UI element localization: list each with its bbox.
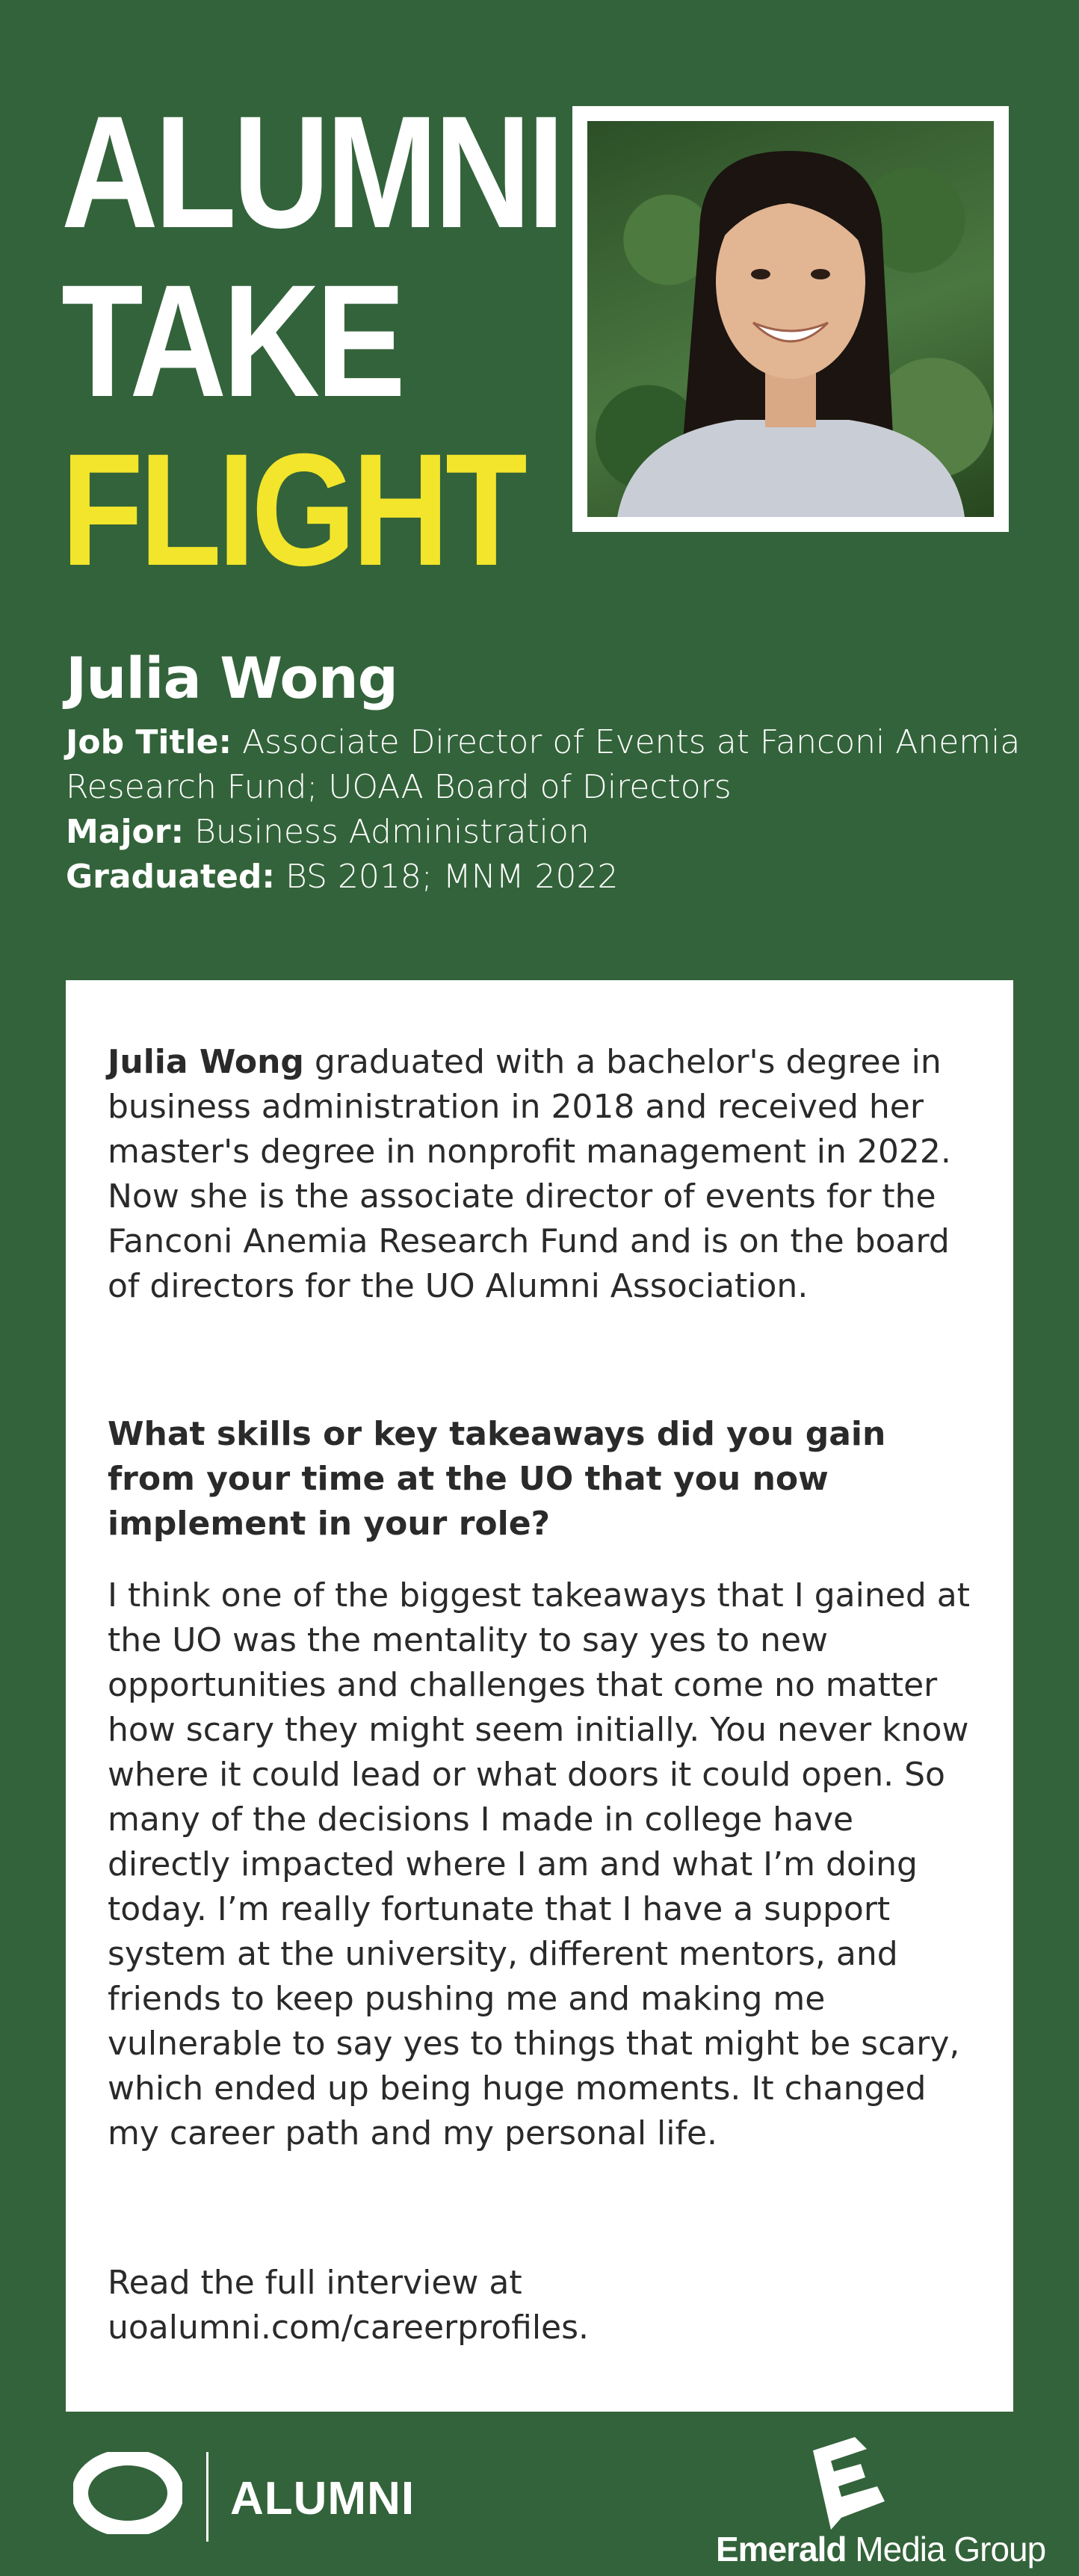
emerald-media-group-wordmark: [716, 2530, 1045, 2569]
job-title-key: Job Title:: [66, 723, 232, 761]
interview-card: [66, 980, 1013, 2412]
footer-alumni-label: ALUMNI: [230, 2473, 415, 2524]
headline: [61, 83, 561, 599]
headline-line-alumni: ALUMNI: [61, 83, 561, 261]
major-line: [66, 810, 1030, 855]
job-title-line-2: [66, 765, 1030, 810]
graduated-value: BS 2018; MNM 2022: [285, 858, 619, 896]
intro-name: Julia Wong: [108, 1043, 304, 1081]
brand-rest: Media Group: [846, 2530, 1046, 2569]
headline-line-take: TAKE: [61, 252, 402, 430]
interview-answer: I think one of the biggest takeaways that I gained at the UO was the mentality to say yes to new opportunities and challenges that come no matter how scary they might seem initially. You never know where it could lead or what doors it could open. So many of the decisions I made in college have directly impacted where I am and what I’m doing today. I’m really fortunate that I have a support system at the university, different mentors, and friends to keep pushing me and making me vulnerable to say yes to things that might be scary, which ended up being huge moments. It changed my career path and my personal life.: [108, 1576, 970, 2152]
major-key: Major:: [66, 813, 185, 851]
headline-line-flight: FLIGHT: [61, 421, 524, 599]
footer-divider: [206, 2452, 208, 2542]
portrait-illustration: [587, 121, 994, 517]
interview-question: What skills or key takeaways did you gain from your time at the UO that you now implement in your role?: [108, 1415, 886, 1543]
intro-paragraph: [108, 1040, 971, 1309]
portrait-frame: [572, 106, 1009, 532]
intro-text: graduated with a bachelor's degree in business administration in 2018 and received her master's degree in nonprofit management in 2022. Now she is the associate director of events for the Fanconi Anemia Research Fund and is on the board of directors for the UO Alumni Association.: [108, 1043, 951, 1305]
uo-logo-icon: [73, 2452, 182, 2534]
portrait-photo: [587, 121, 994, 517]
job-title-value-cont: Research Fund; UOAA Board of Directors: [66, 768, 732, 806]
graduated-key: Graduated:: [66, 858, 275, 896]
emerald-media-logo-icon: [806, 2437, 888, 2530]
brand-bold: Emerald: [716, 2530, 847, 2569]
profile-summary: [66, 643, 1030, 900]
profile-name: Julia Wong: [66, 645, 398, 711]
major-value: Business Administration: [194, 813, 590, 851]
job-title-value: Associate Director of Events at Fanconi Anemia: [242, 723, 1021, 761]
graduated-line: [66, 855, 1030, 900]
read-more-text: Read the full interview at uoalumni.com/careerprofiles.: [108, 2264, 590, 2347]
job-title-line: [66, 720, 1030, 765]
